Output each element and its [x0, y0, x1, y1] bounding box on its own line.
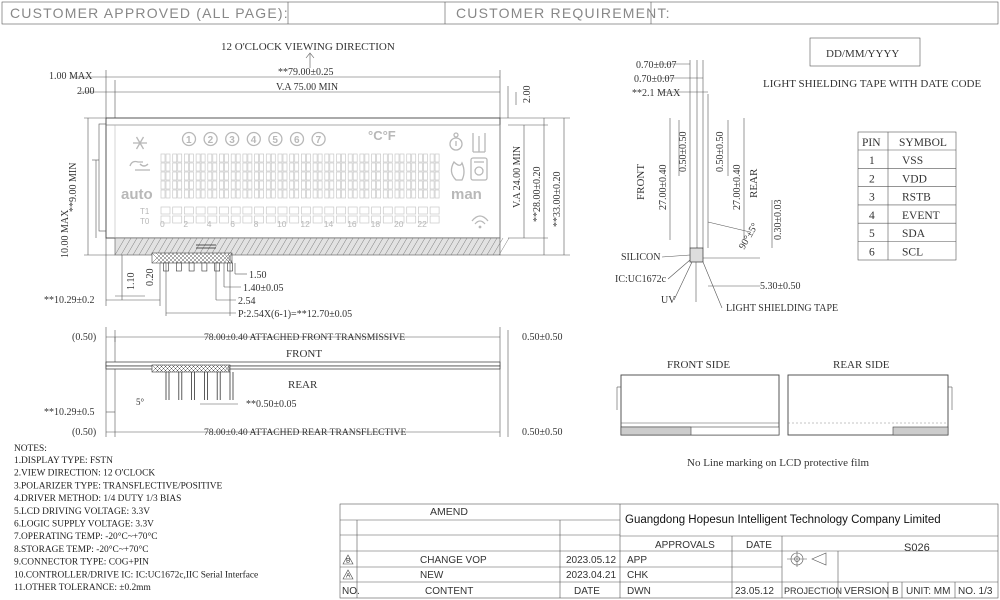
pin-number: 2: [869, 173, 875, 186]
uv-label: UV: [661, 295, 676, 306]
view-area-width-dim: V.A 75.00 MIN: [276, 82, 339, 93]
notes: [14, 444, 258, 593]
rear-p050-right: 0.50±0.50: [522, 427, 563, 438]
digit-label: 7: [315, 135, 322, 146]
h33-dim: **33.00±0.20: [552, 171, 563, 227]
col-date-label: DATE: [574, 586, 600, 597]
digit-label: 5: [272, 135, 278, 146]
side-d030: 0.30±0.03: [773, 199, 784, 240]
side-d050a: 0.50±0.50: [678, 131, 689, 172]
flame-icon: [451, 162, 464, 180]
approvals-label: APPROVALS: [655, 540, 715, 551]
revision-date: 2023.05.12: [566, 555, 617, 566]
lock-icon: [450, 133, 462, 150]
overall-width-dim: **79.00±0.25: [278, 67, 334, 78]
timeline-label: 14: [323, 219, 334, 229]
approval-role: APP: [627, 555, 648, 566]
pin-symbol: EVENT: [902, 209, 940, 222]
col-content-label: CONTENT: [425, 586, 474, 597]
note-item: 3.POLARIZER TYPE: TRANSFLECTIVE/POSITIVE: [14, 481, 223, 492]
d020-dim: 0.20: [145, 268, 156, 286]
pin-symbol: VDD: [902, 173, 927, 186]
front-attached-dim: 78.00±0.40 ATTACHED FRONT TRANSMISSIVE: [204, 332, 406, 343]
timeline-label: 4: [206, 219, 212, 229]
snowflake-icon: [133, 137, 147, 149]
connector-pin: [215, 263, 220, 271]
shielding-label: LIGHT SHIELDING TAPE: [726, 303, 839, 314]
timeline-labels: [160, 219, 427, 229]
d150-dim: 1.50: [249, 270, 267, 281]
note-item: 8.STORAGE TEMP: -20°C~+70°C: [14, 544, 149, 555]
side-d2700b: 27.00±0.40: [732, 164, 743, 210]
note-item: 4.DRIVER METHOD: 1/4 DUTY 1/3 BIAS: [14, 494, 182, 505]
pin-table: [858, 132, 956, 260]
timeline-label: 2: [183, 219, 189, 229]
pin-symbol: SCL: [902, 246, 924, 259]
front-label: FRONT: [286, 348, 323, 360]
two-left-dim: 2.00: [77, 86, 95, 97]
side-views: [617, 359, 952, 469]
angle-5-label: 5°: [136, 397, 145, 407]
note-item: 6.LOGIC SUPPLY VOLTAGE: 3.3V: [14, 519, 154, 530]
unit-label: UNIT: MM: [906, 586, 951, 597]
revision-content: NEW: [420, 570, 444, 581]
silicon-label: SILICON: [621, 252, 661, 263]
note-item: 11.OTHER TOLERANCE: ±0.2mm: [14, 583, 151, 593]
pin-number: 3: [869, 191, 875, 204]
symbol-header: SYMBOL: [899, 137, 947, 149]
dwn-label: DWN: [627, 586, 651, 597]
version-label: VERSION: [844, 586, 890, 597]
note-item: 10.CONTROLLER/DRIVE IC: IC:UC1672c,IIC Serial Interface: [14, 570, 259, 581]
company-name: Guangdong Hopesun Intelligent Technology Company Limited: [625, 514, 941, 526]
top-dimensions: [49, 67, 533, 118]
d1029-dim: **10.29±0.2: [44, 295, 95, 306]
auto-segment: auto: [121, 186, 153, 203]
revision-no: A: [346, 572, 351, 580]
header: [2, 2, 998, 24]
pin-dimensions: [166, 263, 352, 320]
heat-icon: [130, 162, 150, 171]
digit-label: 2: [207, 135, 214, 146]
pin-number: 6: [869, 246, 875, 259]
front-p050-left: (0.50): [72, 332, 97, 343]
pin-number: 4: [869, 209, 875, 222]
t0-label: T0: [140, 217, 150, 226]
timeline-label: 12: [300, 219, 310, 229]
timeline-label: 18: [370, 219, 381, 229]
d254-dim: 2.54: [238, 296, 256, 307]
connector-pins: [164, 263, 233, 271]
pin-symbol: VSS: [902, 155, 924, 167]
timeline-label: 20: [394, 219, 404, 229]
connector-pin: [189, 263, 194, 271]
amend-label: AMEND: [430, 506, 468, 518]
note-item: 2.VIEW DIRECTION: 12 O'CLOCK: [14, 468, 156, 479]
note-item: 9.CONNECTOR TYPE: COG+PIN: [14, 557, 149, 568]
lcd-front-view: [99, 118, 509, 271]
timeline-label: 6: [230, 219, 235, 229]
bottom-d050-dim: **0.50±0.05: [246, 399, 297, 410]
timeline-label: 8: [253, 219, 259, 229]
digit-label: 6: [294, 135, 300, 146]
pitch-dim: P:2.54X(6-1)=**12.70±0.05: [238, 309, 353, 320]
side-rear-label: REAR: [748, 168, 760, 198]
timeline-label: 10: [277, 219, 287, 229]
digit-label: 3: [229, 135, 235, 146]
title-block: [340, 504, 998, 598]
date-code-caption: LIGHT SHIELDING TAPE WITH DATE CODE: [763, 78, 982, 90]
side-d050b: 0.50±0.50: [715, 131, 726, 172]
side-d2700a: 27.00±0.40: [658, 164, 669, 210]
pin-header: PIN: [862, 137, 881, 149]
side-d070b: 0.70±0.07: [634, 74, 675, 85]
note-item: 7.OPERATING TEMP: -20°C~+70°C: [14, 532, 158, 543]
min9-dim: **9.00 MIN: [68, 162, 79, 212]
va24-dim: V.A 24.00 MIN: [512, 145, 523, 208]
side-section-view: [615, 60, 838, 314]
side-d530: 5.30±0.50: [760, 281, 801, 292]
temp-unit-segment: °C°F: [368, 128, 396, 143]
t1-label: T1: [140, 207, 150, 216]
d140-dim: 1.40±0.05: [243, 283, 284, 294]
connector-pin: [176, 263, 181, 271]
digit-row: [183, 133, 326, 147]
right-dimensions: [500, 118, 570, 255]
side-angle: 90°±5°: [737, 221, 761, 252]
notes-title: NOTES:: [14, 444, 47, 454]
date-code: [763, 38, 981, 90]
front-p050-right: 0.50±0.50: [522, 332, 563, 343]
digit-label: 1: [186, 135, 192, 146]
pin-number: 1: [869, 155, 875, 167]
rear-side-label: REAR SIDE: [833, 359, 890, 371]
side-front-label: FRONT: [635, 163, 647, 200]
connector-pin: [202, 263, 207, 271]
page-number: NO. 1/3: [958, 586, 993, 597]
col-no-label: NO.: [342, 586, 360, 597]
timeline-label: 22: [417, 219, 427, 229]
two-right-dim: 2.00: [522, 85, 533, 103]
d110-dim: 1.10: [126, 272, 137, 290]
note-item: 1.DISPLAY TYPE: FSTN: [14, 456, 113, 466]
side-d21: **2.1 MAX: [632, 88, 681, 99]
revision-date: 2023.04.21: [566, 570, 617, 581]
timeline-label: 16: [347, 219, 357, 229]
bottom-pins: [166, 372, 233, 400]
rear-label: REAR: [288, 379, 318, 391]
projection-label: PROJECTION: [784, 586, 843, 596]
drawing-number: S026: [904, 542, 930, 554]
digit-label: 4: [250, 135, 257, 146]
fan-box-icon: [471, 158, 487, 180]
approval-role: CHK: [627, 570, 649, 581]
revision-no: B: [346, 557, 351, 565]
side-d070a: 0.70±0.07: [636, 60, 677, 71]
man-segment: man: [451, 186, 482, 203]
wifi-icon: [472, 216, 488, 228]
bottom-views: [44, 327, 563, 438]
pin-symbol: RSTB: [902, 191, 931, 204]
pin-symbol: SDA: [902, 228, 926, 241]
ic-label: IC:UC1672c: [615, 274, 667, 285]
rear-attached-dim: 78.00±0.40 ATTACHED REAR TRANSFLECTIVE: [204, 427, 407, 438]
approvals-date-label: DATE: [746, 540, 772, 551]
rear-p050-left: (0.50): [72, 427, 97, 438]
timeline-label: 0: [160, 219, 165, 229]
max1-dim: 1.00 MAX: [49, 71, 93, 82]
customer-approved-label: CUSTOMER APPROVED (ALL PAGE):: [10, 5, 289, 21]
date-code-label: DD/MM/YYYY: [826, 48, 900, 60]
dwn-date: 23.05.12: [735, 586, 774, 597]
max10-dim: 10.00 MAX: [60, 209, 71, 258]
version-value: B: [892, 586, 899, 597]
bottom-d1029-dim: **10.29±0.5: [44, 407, 95, 418]
pin-number: 5: [869, 228, 875, 241]
customer-requirement-label: CUSTOMER REQUIREMENT:: [456, 5, 671, 21]
viewing-direction-title: 12 O'CLOCK VIEWING DIRECTION: [221, 41, 395, 53]
no-line-caption: No Line marking on LCD protective film: [687, 457, 870, 469]
bar-matrix: [161, 154, 439, 223]
front-side-label: FRONT SIDE: [667, 359, 731, 371]
h28-dim: **28.00±0.20: [532, 166, 543, 222]
note-item: 5.LCD DRIVING VOLTAGE: 3.3V: [14, 506, 150, 517]
filter-icon: [473, 133, 485, 152]
revision-content: CHANGE VOP: [420, 555, 487, 566]
projection-symbol-icon: [787, 551, 826, 567]
